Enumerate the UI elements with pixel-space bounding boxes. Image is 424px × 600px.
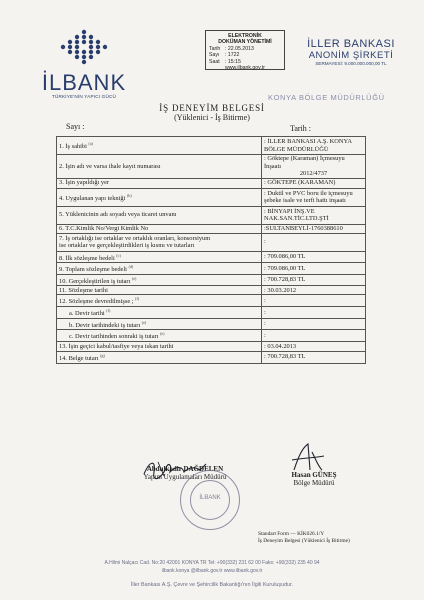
row-value: : GÖKTEPE (KARAMAN) — [262, 178, 366, 188]
table-row — [57, 155, 366, 179]
row-label: 4. Uygulanan yapı tekniği $^{(b)}$ — [57, 188, 262, 206]
brand-line-1: İLLER BANKASI — [307, 38, 395, 50]
row-value: : 709.086,00 TL — [262, 263, 366, 275]
edm-stamp — [205, 30, 285, 70]
table-row — [57, 137, 366, 155]
stamp-row: Tarih : 22.05.2013 — [209, 45, 254, 52]
table-row — [57, 188, 366, 206]
row-value: : — [262, 318, 366, 330]
table-row — [57, 318, 366, 330]
row-value: : BİNYAPI İNŞ.VE NAK.SAN.TİC.LTD.ŞTİ — [262, 206, 366, 224]
row-label: 14. Belge tutarı $^{(g)}$ — [57, 351, 262, 363]
footnote-marker: (f) — [106, 308, 111, 313]
table-row — [57, 274, 366, 286]
signatory-right-title: Bölge Müdürü — [293, 479, 335, 487]
tarih-label: Tarih : — [290, 124, 311, 133]
table-row — [57, 307, 366, 319]
seal-text: İLBANK — [199, 495, 221, 501]
row-value: : 700.728,83 TL — [262, 351, 366, 363]
footnote-marker: (g) — [100, 352, 105, 358]
footer-address: A.Hilmi Nalçacı Cad. No:20 42001 KONYA TR Tel: +90(332) 231 62 00 Faks: +90(332) 235 40 94 — [104, 560, 320, 566]
row-label: 7. İş ortaklığı ise ortaklar ve ortaklık oranları, konsorsiyum ise ortaklar ve gerçekleştirdikleri iş kısmı ve tutarları — [57, 233, 262, 251]
row-value: : Duktil ve PVC boru ile içmesuyu şebeke isale ve terfi hattı inşaatı — [262, 188, 366, 206]
signatory-left — [110, 465, 260, 481]
table-row — [57, 295, 366, 307]
row-value: : 700.728,83 TL — [262, 274, 366, 286]
row-label: 3. İşin yapıldığı yer — [57, 178, 262, 188]
row-value: : 30.03.2012 — [262, 286, 366, 295]
footnote-marker: (a) — [88, 141, 93, 147]
row-value: : 03.04.2013 — [262, 341, 366, 351]
row-label: 9. Toplam sözleşme bedeli $^{(d)}$ — [57, 263, 262, 275]
row-value: : İLLER BANKASI A.Ş. KONYA BÖLGE MÜDÜRLÜĞÜ — [262, 137, 366, 155]
stamp-title-2: DOKÜMAN YÖNETİMİ — [218, 39, 272, 46]
row-value: : Göktepe (Karaman) İçmesuyu İnşaatı 2012/4737 — [262, 155, 366, 179]
ilbank-dots-icon — [55, 28, 113, 72]
row-label: 10. Gerçekleştirilen iş tutarı $^{(e)}$ — [57, 274, 262, 286]
table-row — [57, 263, 366, 275]
row-label: 12. Sözleşme devredilmişse ; $^{(f)}$ — [57, 295, 262, 307]
signatory-left-name: Abdulkadir DAĞDELEN — [146, 465, 224, 473]
ilbank-logo — [38, 28, 130, 99]
table-row — [57, 233, 366, 251]
footnote-marker: (d) — [128, 264, 134, 270]
logo-tagline: TÜRKİYE'NİN YAPICI GÜCÜ — [51, 94, 116, 99]
table-row — [57, 206, 366, 224]
table-row — [57, 178, 366, 188]
row-label: b. Devir tarihindeki iş tutarı $^{(e)}$ — [57, 318, 262, 330]
table-row — [57, 224, 366, 233]
row-label: 1. İş sahibi $^{(a)}$ — [57, 137, 262, 155]
row-label: 13. İşin geçici kabul/tasfiye veya iskan tarihi — [57, 341, 262, 351]
table-row — [57, 341, 366, 351]
row-label: c. Devir tarihinden sonraki iş tutarı $^{(e)}$ — [57, 330, 262, 342]
footer-note: İller Bankası A.Ş. Çevre ve Şehircilik Bakanlığı'nın İlgili Kuruluşudur. — [130, 582, 294, 588]
region-name: KONYA BÖLGE MÜDÜRLÜĞÜ — [268, 93, 385, 102]
row-value: : — [262, 295, 366, 307]
document-subtitle: (Yüklenici - İş Bitirme) — [174, 113, 250, 122]
row-label: a. Devir tarihi $^{(f)}$ — [57, 307, 262, 319]
certificate-table — [56, 136, 366, 364]
table-row — [57, 351, 366, 363]
signatory-right-name: Hasan GÜNEŞ — [291, 471, 337, 479]
table-row — [57, 251, 366, 263]
stamp-row: Saat : 15:15 — [209, 58, 241, 65]
bank-brand — [296, 38, 406, 67]
row-label: 6. T.C.Kimlik No/Vergi Kimlik No — [57, 224, 262, 233]
document-title: İŞ DENEYİM BELGESİ — [159, 103, 265, 113]
row-value: : — [262, 233, 366, 251]
row-value: : — [262, 330, 366, 342]
footnote-marker: (b) — [127, 192, 132, 198]
signatory-right — [264, 471, 364, 487]
table-row — [57, 330, 366, 342]
row-label: 2. İşin adı ve varsa ihale kayıt numarası — [57, 155, 262, 179]
footnote-marker: (e) — [131, 275, 137, 281]
signatory-left-title: Yapım Uygulamaları Müdürü — [143, 473, 227, 481]
footer-contact[interactable]: ilbank.konya @ilbank.gov.tr www.ilbank.gov.tr — [161, 568, 263, 574]
footnote-marker: (c) — [116, 252, 121, 258]
form-code-line-2: İş Deneyim Belgesi (Yüklenici İş Bitirme) — [258, 537, 350, 544]
form-code — [258, 531, 350, 544]
sayi-label: Sayı : — [66, 122, 85, 131]
row-value: : — [262, 307, 366, 319]
official-seal — [180, 470, 240, 530]
stamp-title-1: ELEKTRONİK — [228, 33, 262, 39]
footnote-marker: (e) — [141, 319, 147, 325]
row-label: 5. Yüklenicinin adı soyadı veya ticaret unvanı — [57, 206, 262, 224]
row-label: 11. Sözleşme tarihi — [57, 286, 262, 295]
stamp-url[interactable]: www.ilbank.gov.tr — [225, 65, 265, 72]
stamp-row: Sayı : 1722 — [209, 52, 240, 59]
brand-line-2: ANONİM ŞİRKETİ — [308, 50, 394, 61]
row-value: :SULTANBEYLİ-1760388610 — [262, 224, 366, 233]
logo-name: İLBANK — [41, 70, 127, 95]
row-label: 8. İlk sözleşme bedeli $^{(c)}$ — [57, 251, 262, 263]
footnote-marker: (f) — [135, 296, 140, 302]
table-row — [57, 286, 366, 295]
row-value: : 709.086,00 TL — [262, 251, 366, 263]
footnote-marker: (e) — [160, 331, 165, 337]
brand-capital: SERMAYESİ: 9.000.000.000,00 TL — [315, 61, 387, 66]
form-code-line-1: Standart Form — KİK026.1/Y — [258, 531, 325, 537]
